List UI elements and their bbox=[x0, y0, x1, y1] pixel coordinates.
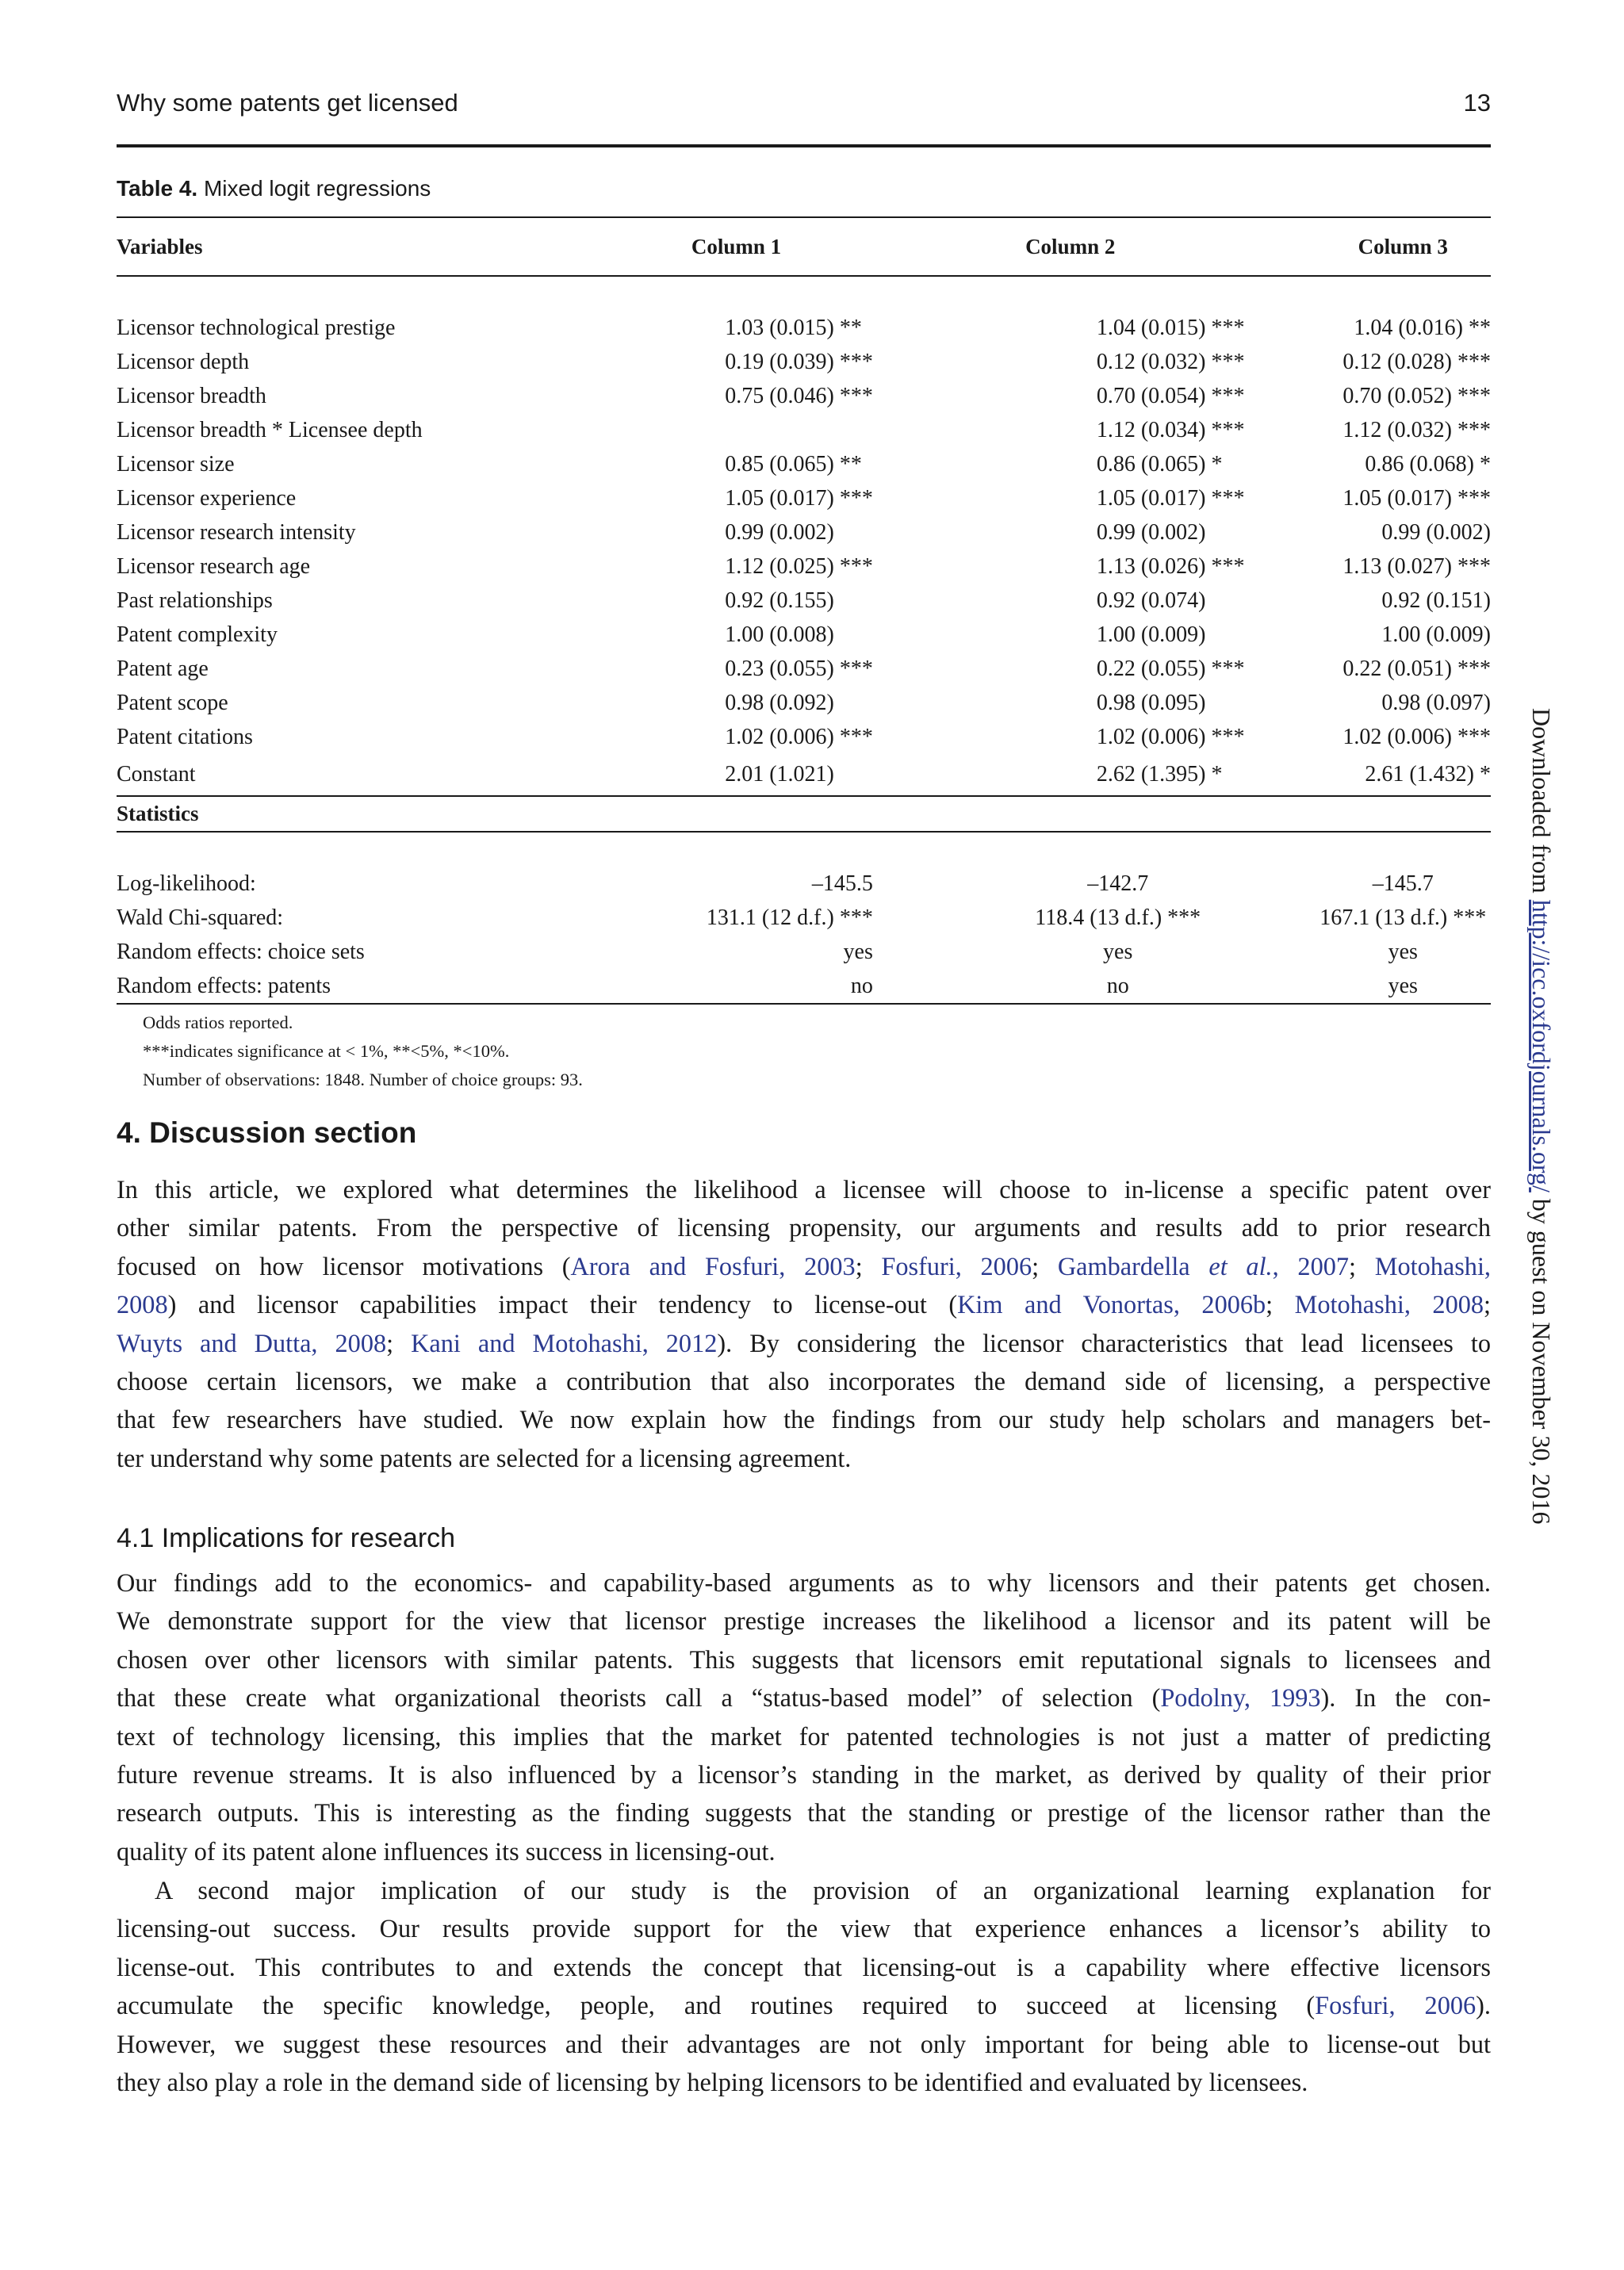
table-cell: 1.04 (0.016) ** bbox=[1354, 315, 1491, 340]
table-cell: 0.23 (0.055) *** bbox=[725, 656, 873, 681]
table-cell: no bbox=[1106, 973, 1129, 998]
text-line: quality of its patent alone influences its success in licensing-out. bbox=[117, 1836, 776, 1866]
citation-link[interactable]: Arora and Fosfuri, 2003 bbox=[570, 1251, 856, 1280]
text-line: that these create what organizational theorists call a “status-based model” of selection (Podolny, 1993). In the con- bbox=[117, 1683, 1491, 1713]
running-head-title: Why some patents get licensed bbox=[117, 89, 458, 117]
citation-link[interactable]: Fosfuri, 2006 bbox=[1315, 1991, 1477, 2020]
statistics-row bbox=[117, 969, 1491, 1004]
text-line: that few researchers have studied. We now explain how the findings from our study help scholars and managers bet- bbox=[117, 1405, 1491, 1434]
table-row bbox=[117, 686, 1491, 720]
table-notes bbox=[143, 1009, 583, 1094]
journal-link[interactable]: http://icc.oxfordjournals.org/ bbox=[1527, 899, 1556, 1192]
table-header: Column 1 bbox=[691, 234, 782, 258]
table-row bbox=[117, 754, 1491, 796]
table-row bbox=[117, 447, 1491, 481]
table-cell: 2.62 (1.395) * bbox=[1096, 762, 1223, 787]
row-label: Licensor research intensity bbox=[117, 519, 356, 545]
table-cell: 1.05 (0.017) *** bbox=[725, 485, 873, 511]
citation-link[interactable]: Wuyts and Dutta, 2008 bbox=[117, 1328, 387, 1357]
table-header-row bbox=[117, 217, 1491, 276]
text-line: In this article, we explored what determines the likelihood a licensee will choose to in-license a specific patent over bbox=[117, 1175, 1491, 1204]
table-cell: 0.22 (0.051) *** bbox=[1342, 656, 1491, 681]
coefficient-rows bbox=[117, 276, 1491, 796]
statistics-rows bbox=[117, 796, 1491, 1004]
citation-link[interactable]: 2008 bbox=[117, 1290, 168, 1319]
statistics-row bbox=[117, 935, 1491, 969]
table-cell: 1.13 (0.027) *** bbox=[1342, 553, 1491, 579]
spacer-row bbox=[117, 832, 1491, 867]
citation-link[interactable]: Kim and Vonortas, 2006b bbox=[957, 1290, 1266, 1319]
table-cell: 0.70 (0.052) *** bbox=[1342, 383, 1491, 408]
table-row bbox=[117, 515, 1491, 549]
spacer-row bbox=[117, 276, 1491, 311]
table-cell: 0.86 (0.065) * bbox=[1096, 451, 1223, 477]
subsection-heading: 4.1 Implications for research bbox=[117, 1523, 456, 1553]
table-cell: 0.12 (0.032) *** bbox=[1096, 349, 1245, 374]
table-header: Column 2 bbox=[1025, 234, 1116, 258]
table-cell: 1.00 (0.008) bbox=[725, 622, 834, 647]
table-cell: 1.12 (0.034) *** bbox=[1096, 417, 1245, 442]
table-row bbox=[117, 413, 1491, 447]
table-row bbox=[117, 618, 1491, 652]
text-line: Wuyts and Dutta, 2008; Kani and Motohashi, 2012). By considering the licensor characteristics that lead licensees to bbox=[117, 1328, 1491, 1357]
table-header: Column 3 bbox=[1358, 234, 1448, 258]
table-row bbox=[117, 345, 1491, 379]
table-cell bbox=[599, 413, 873, 447]
table-cell: 1.05 (0.017) *** bbox=[1342, 485, 1491, 511]
table-cell: –145.5 bbox=[811, 871, 873, 896]
table-row bbox=[117, 311, 1491, 345]
table-cell: 0.92 (0.155) bbox=[725, 588, 834, 613]
row-label: Past relationships bbox=[117, 588, 273, 613]
table-row bbox=[117, 652, 1491, 686]
text-line: focused on how licensor motivations (Arora and Fosfuri, 2003; Fosfuri, 2006; Gambardella et al., 2007; Motohashi, bbox=[117, 1251, 1491, 1280]
table-cell: 0.99 (0.002) bbox=[725, 519, 834, 545]
regression-table bbox=[117, 216, 1491, 1005]
table-row bbox=[117, 379, 1491, 413]
table-cell: 1.13 (0.026) *** bbox=[1096, 553, 1245, 579]
row-label: Patent scope bbox=[117, 690, 228, 715]
table-cell: 0.86 (0.068) * bbox=[1365, 451, 1491, 477]
table-cell: yes bbox=[1103, 939, 1133, 964]
text-line: Our findings add to the economics- and capability-based arguments as to why licensors and their patents get chosen. bbox=[117, 1568, 1491, 1597]
table-row bbox=[117, 584, 1491, 618]
download-watermark bbox=[1526, 708, 1556, 1524]
row-label: Wald Chi-squared: bbox=[117, 905, 284, 930]
text-line: other similar patents. From the perspective of licensing propensity, our arguments and results add to prior research bbox=[117, 1213, 1491, 1242]
text-line: 2008) and licensor capabilities impact their tendency to license-out (Kim and Vonortas, 2006b; Motohashi, 2008; bbox=[117, 1290, 1491, 1319]
table-cell: 0.92 (0.151) bbox=[1381, 588, 1491, 613]
table-cell: 1.03 (0.015) ** bbox=[725, 315, 862, 340]
text-line: chosen over other licensors with similar patents. This suggests that licensors emit reputational signals to licensees and bbox=[117, 1644, 1491, 1674]
text-line: future revenue streams. It is also influenced by a licensor’s standing in the market, as derived by quality of their prior bbox=[117, 1759, 1491, 1789]
table-caption bbox=[117, 176, 431, 201]
row-label: Licensor experience bbox=[117, 485, 297, 511]
row-label: Patent age bbox=[117, 656, 209, 681]
table-cell: 0.70 (0.054) *** bbox=[1096, 383, 1245, 408]
table-cell: 0.22 (0.055) *** bbox=[1096, 656, 1245, 681]
text-line: licensing-out success. Our results provide support for the view that experience enhances a licensor’s ability to bbox=[117, 1914, 1491, 1943]
table-cell: 0.85 (0.065) ** bbox=[725, 451, 862, 477]
table-cell: 1.02 (0.006) *** bbox=[1342, 724, 1491, 749]
table-row bbox=[117, 720, 1491, 754]
watermark-suffix: by guest on November 30, 2016 bbox=[1527, 1192, 1556, 1525]
row-label: Random effects: choice sets bbox=[117, 939, 365, 964]
running-head bbox=[117, 89, 1491, 147]
statistics-heading: Statistics bbox=[117, 802, 199, 825]
row-label: Random effects: patents bbox=[117, 973, 331, 998]
table-cell: 1.02 (0.006) *** bbox=[1096, 724, 1245, 749]
row-label: Patent complexity bbox=[117, 622, 278, 647]
table-caption-label: Table 4. bbox=[117, 176, 198, 201]
citation-link[interactable]: Motohashi, bbox=[1374, 1251, 1491, 1280]
row-label: Constant bbox=[117, 762, 196, 787]
table-row bbox=[117, 549, 1491, 584]
text-line: accumulate the specific knowledge, people, and routines required to succeed at licensing (Fosfuri, 2006). bbox=[117, 1991, 1491, 2020]
table-cell: –142.7 bbox=[1087, 871, 1149, 896]
table-cell: 0.12 (0.028) *** bbox=[1342, 349, 1491, 374]
citation-link[interactable]: Gambardella et al., 2007 bbox=[1057, 1251, 1350, 1280]
text-line: We demonstrate support for the view that licensor prestige increases the likelihood a licensor and its patent will be bbox=[117, 1606, 1491, 1636]
text-line: research outputs. This is interesting as the finding suggests that the standing or prestige of the licensor rather than the bbox=[117, 1798, 1491, 1828]
table-cell: 0.99 (0.002) bbox=[1096, 519, 1206, 545]
row-label: Licensor depth bbox=[117, 349, 250, 374]
table-cell: 167.1 (13 d.f.) *** bbox=[1320, 905, 1487, 930]
statistics-row bbox=[117, 901, 1491, 935]
table-cell: no bbox=[850, 973, 873, 998]
table-note: Number of observations: 1848. Number of choice groups: 93. bbox=[143, 1070, 583, 1089]
watermark-prefix: Downloaded from bbox=[1527, 708, 1556, 900]
row-label: Patent citations bbox=[117, 724, 253, 749]
table-cell: 2.01 (1.021) bbox=[725, 762, 834, 787]
row-label: Licensor research age bbox=[117, 553, 311, 579]
text-line: choose certain licensors, we make a contribution that also incorporates the demand side of licensing, a perspective bbox=[117, 1366, 1491, 1395]
table-cell: 1.05 (0.017) *** bbox=[1096, 485, 1245, 511]
text-line: license-out. This contributes to and extends the concept that licensing-out is a capability where effective licensors bbox=[117, 1952, 1491, 1981]
table-cell: –145.7 bbox=[1372, 871, 1434, 896]
table-cell: yes bbox=[1388, 939, 1418, 964]
table-cell: 131.1 (12 d.f.) *** bbox=[706, 905, 873, 930]
table-note: ***indicates significance at < 1%, **<5%, *<10%. bbox=[143, 1041, 510, 1061]
table-cell: 2.61 (1.432) * bbox=[1365, 762, 1491, 787]
table-cell: 1.00 (0.009) bbox=[1381, 622, 1491, 647]
statistics-heading-row bbox=[117, 796, 1491, 832]
citation-link[interactable]: Fosfuri, 2006 bbox=[881, 1251, 1032, 1280]
table-cell: 1.00 (0.009) bbox=[1096, 622, 1206, 647]
citation-link[interactable]: Podolny, 1993 bbox=[1160, 1683, 1321, 1713]
text-line: they also play a role in the demand side of licensing by helping licensors to be identified and evaluated by licensees. bbox=[117, 2067, 1308, 2096]
text-line: text of technology licensing, this implies that the market for patented technologies is not just a matter of predicting bbox=[117, 1721, 1491, 1751]
table-cell: 0.92 (0.074) bbox=[1096, 588, 1206, 613]
table-cell: 118.4 (13 d.f.) *** bbox=[1035, 905, 1201, 930]
table-row bbox=[117, 481, 1491, 515]
section-heading: 4. Discussion section bbox=[117, 1116, 417, 1149]
table-cell: yes bbox=[843, 939, 873, 964]
table-header: Variables bbox=[117, 234, 203, 258]
row-label: Licensor size bbox=[117, 451, 235, 477]
table-cell: 1.12 (0.032) *** bbox=[1342, 417, 1491, 442]
table-cell: 0.98 (0.095) bbox=[1096, 690, 1206, 715]
research-paragraph bbox=[117, 1564, 1491, 1870]
table-cell: 0.98 (0.092) bbox=[725, 690, 834, 715]
statistics-row bbox=[117, 867, 1491, 901]
row-label: Licensor breadth bbox=[117, 383, 266, 408]
table-cell: 0.98 (0.097) bbox=[1381, 690, 1491, 715]
row-label: Log-likelihood: bbox=[117, 871, 256, 896]
discussion-paragraph bbox=[117, 1170, 1491, 1477]
table-note: Odds ratios reported. bbox=[143, 1013, 293, 1032]
table-cell: 0.99 (0.002) bbox=[1381, 519, 1491, 545]
table-cell: yes bbox=[1388, 973, 1418, 998]
page-number: 13 bbox=[1463, 89, 1491, 117]
text-line: However, we suggest these resources and their advantages are not only important for being able to license-out but bbox=[117, 2029, 1491, 2058]
text-line: A second major implication of our study is the provision of an organizational learning explanation for bbox=[155, 1876, 1491, 1904]
table-cell: 1.02 (0.006) *** bbox=[725, 724, 873, 749]
citation-link[interactable]: Kani and Motohashi, 2012 bbox=[411, 1328, 718, 1357]
citation-link[interactable]: Motohashi, 2008 bbox=[1294, 1290, 1484, 1319]
row-label: Licensor breadth * Licensee depth bbox=[117, 417, 423, 442]
text-line: ter understand why some patents are selected for a licensing agreement. bbox=[117, 1443, 852, 1472]
table-cell: 0.19 (0.039) *** bbox=[725, 349, 873, 374]
table-cell: 1.12 (0.025) *** bbox=[725, 553, 873, 579]
table-cell: 1.04 (0.015) *** bbox=[1096, 315, 1245, 340]
second-implication-paragraph bbox=[117, 1871, 1491, 2101]
table-caption-text: Mixed logit regressions bbox=[197, 176, 431, 201]
row-label: Licensor technological prestige bbox=[117, 315, 396, 340]
table-cell: 0.75 (0.046) *** bbox=[725, 383, 873, 408]
